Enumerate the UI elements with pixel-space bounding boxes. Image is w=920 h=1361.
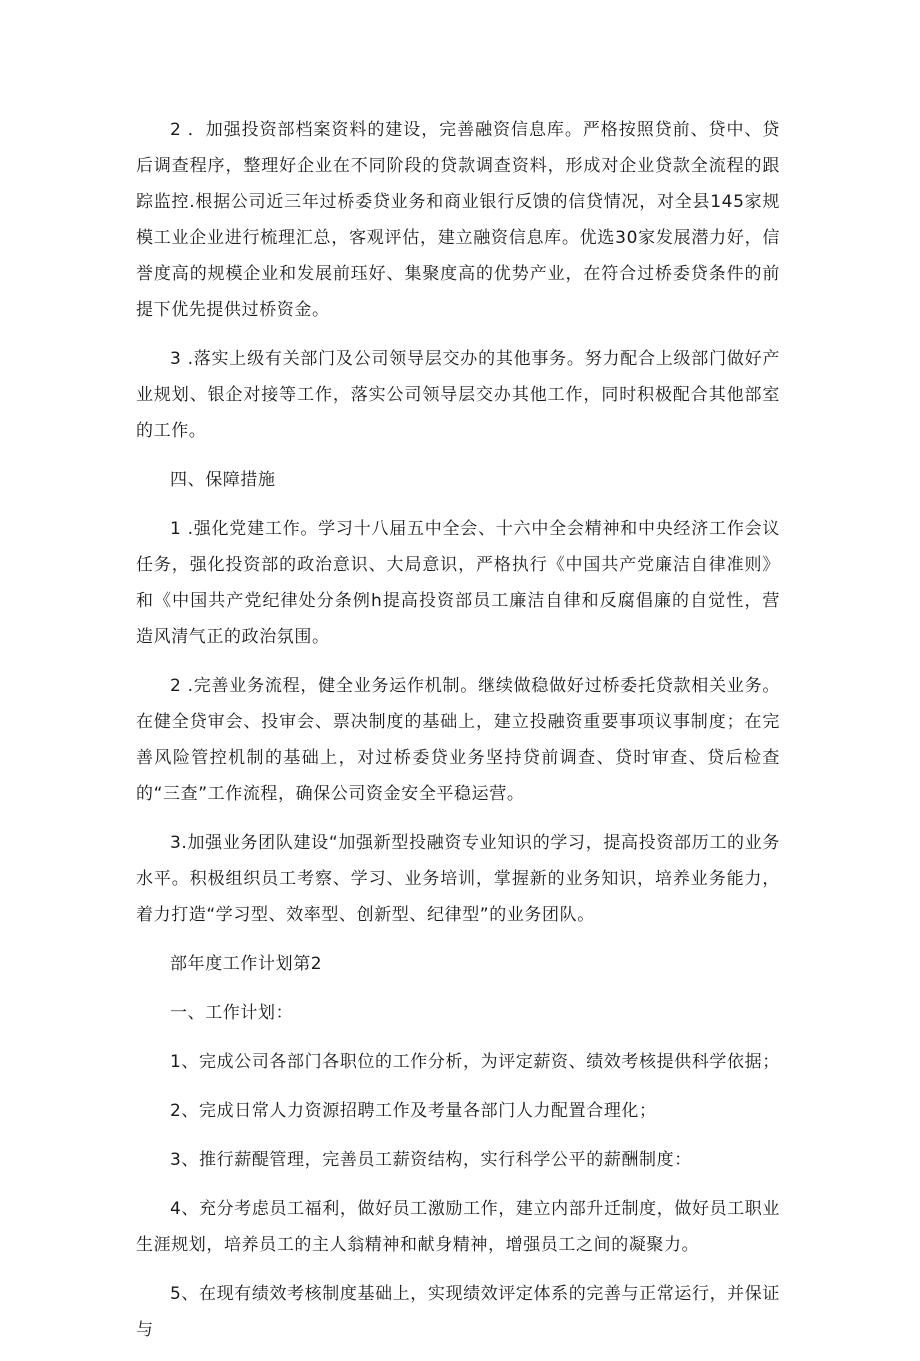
list-item-salary-management: 3、推行薪醍管理，完善员工薪资结构，实行科学公平的薪酬制度： (170, 1150, 692, 1170)
paragraph-team-building: 3.加强业务团队建设“加强新型投融资专业知识的学习，提高投资部历工的业务水平。积极组织员工考察、学习、业务培训，掌握新的业务知识，培养业务能力，着力打造“学习型、效率型、创新型、纪律型”的业务团队。 (136, 833, 780, 925)
section-heading-work-plan: 一、工作计划： (170, 1003, 294, 1023)
paragraph-other-affairs: 3 .落实上级有关部门及公司领导层交办的其他事务。努力配合上级部门做好产业规划、银企对接等工作，落实公司领导层交办其他工作，同时积极配合其他部室的工作。 (136, 349, 780, 441)
paragraph-investment-archives: 2 ．加强投资部档案资料的建设，完善融资信息库。严格按照贷前、贷中、贷后调查程序，整理好企业在不同阶段的贷款调查资料，形成对企业贷款全流程的跟踪监控.根据公司近三年过桥委贷业务和商业银行反馈的信贷情况，对全县145家规模工业企业进行梳理汇总，客观评估，建立融资信息库。优选30家发展潜力好，信誉度高的规模企业和发展前珏好、集聚度高的优势产业，在符合过桥委贷条件的前提下优先提供过桥资金。 (136, 120, 780, 320)
list-item-performance-system: 5、在现有绩效考核制度基础上，实现绩效评定体系的完善与正常运行，并保证与 (136, 1284, 780, 1340)
section-title-plan-2: 部年度工作计划第2 (170, 954, 323, 974)
list-item-employee-welfare: 4、充分考虑员工福利，做好员工激励工作，建立内部升迁制度，做好员工职业生涯规划，培养员工的主人翁精神和献身精神，增强员工之间的凝聚力。 (136, 1199, 780, 1255)
list-item-job-analysis: 1、完成公司各部门各职位的工作分析，为评定薪资、绩效考核提供科学依据； (170, 1052, 780, 1072)
section-heading-safeguards: 四、保障措施 (170, 470, 276, 490)
paragraph-party-building: 1 .强化党建工作。学习十八届五中全会、十六中全会精神和中央经济工作会议任务，强化投资部的政治意识、大局意识，严格执行《中国共产党廉洁自律准则》和《中国共产党纪律处分条例h提高投资部员工廉洁自律和反腐倡廉的自觉性，营造风清气正的政治氛围。 (136, 519, 780, 647)
document-body (136, 112, 780, 1361)
list-item-recruitment: 2、完成日常人力资源招聘工作及考量各部门人力配置合理化； (170, 1101, 657, 1121)
paragraph-business-process: 2 .完善业务流程，健全业务运作机制。继续做稳做好过桥委托贷款相关业务。在健全贷审会、投审会、票决制度的基础上，建立投融资重要事项议事制度；在完善风险管控机制的基础上，对过桥委贷业务坚持贷前调查、贷时审查、贷后检查的“三查”工作流程，确保公司资金安全平稳运营。 (136, 676, 780, 804)
